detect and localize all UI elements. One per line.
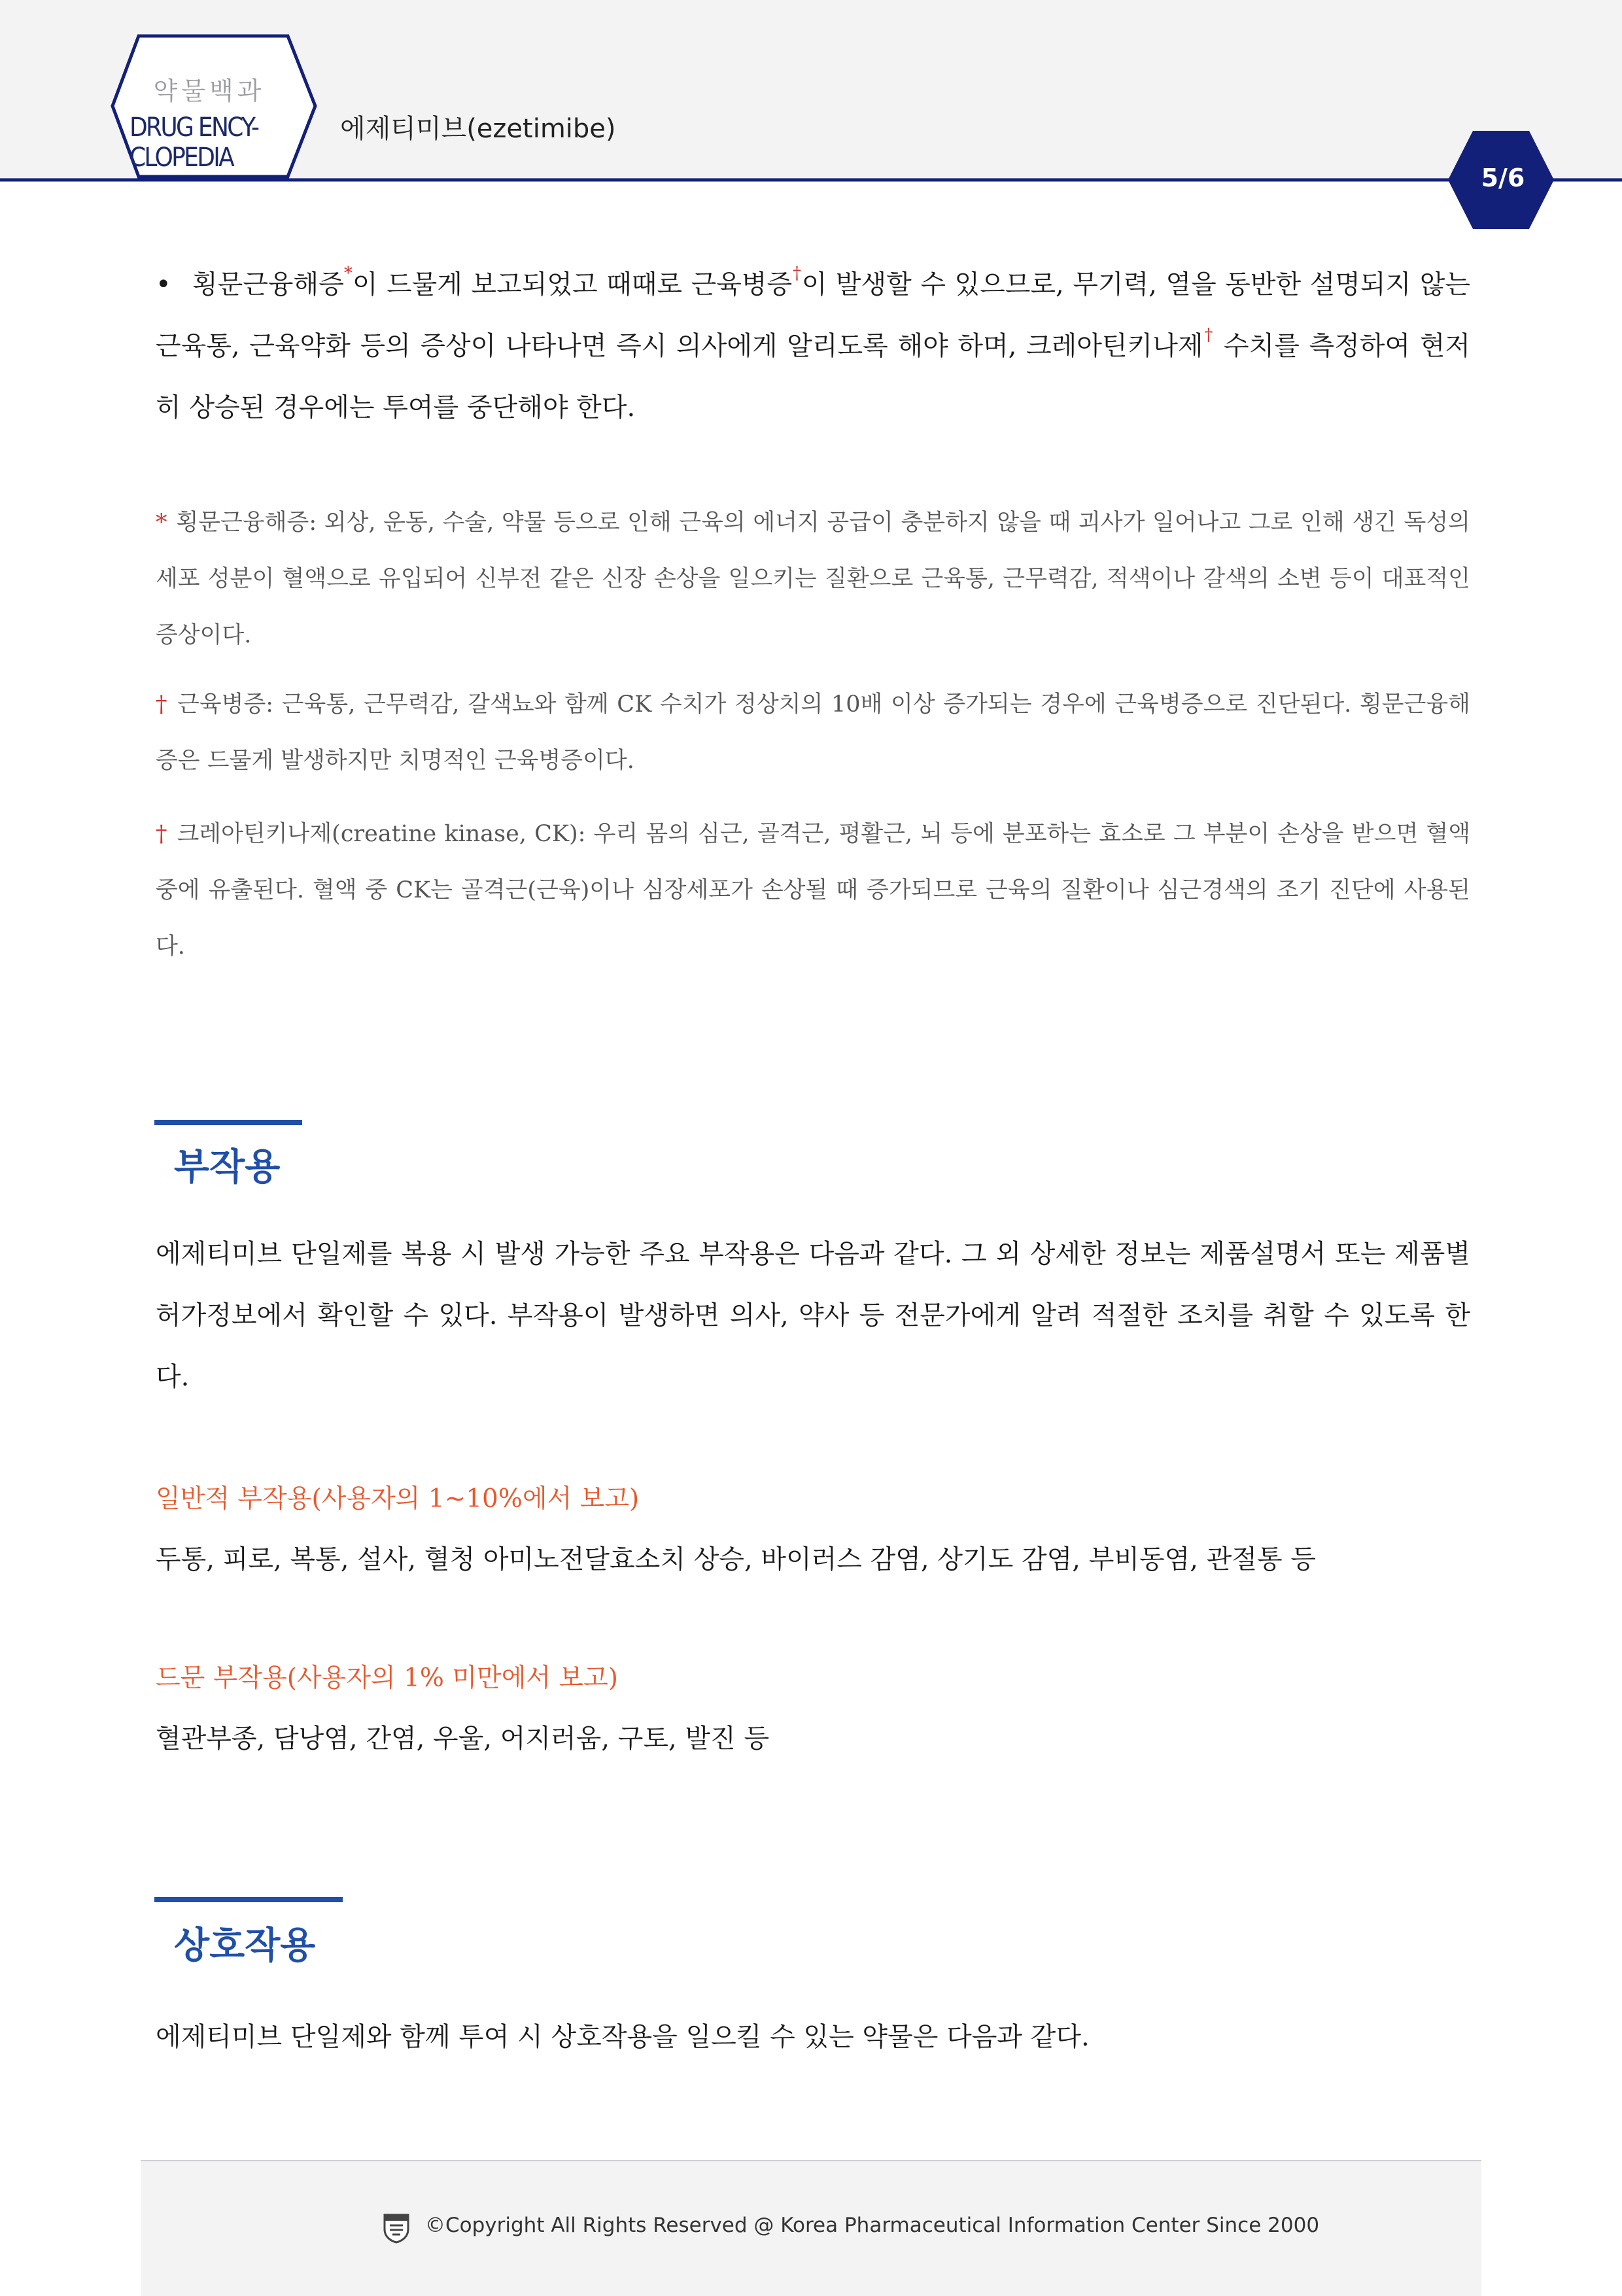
- rare-side-effects-heading: 드문 부작용(사용자의 1% 미만에서 보고): [156, 1663, 618, 1693]
- bullet-dot: •: [156, 270, 171, 300]
- footnote-creatine-kinase: [156, 806, 1470, 975]
- warning-text-1: 횡문근융해증: [192, 270, 344, 300]
- warning-text-3: 이 발생할 수 있으므로, 무기력, 열을 동반한 설명되지 않는 근육통, 근육약화 등의 증상이 나타나면 즉시 의사에게 알리도록 해야 하며, 크레아틴키나제: [156, 270, 1471, 361]
- kpic-emblem-icon: [382, 2212, 411, 2244]
- interactions-intro: 에제티미브 단일제와 함께 투여 시 상호작용을 일으킬 수 있는 약물은 다음과 같다.: [156, 2022, 1090, 2052]
- document-title: 에제티미브(ezetimibe): [340, 114, 616, 144]
- footnote-rhabdomyolysis: [156, 495, 1470, 663]
- warning-paragraph: [156, 254, 1470, 438]
- section-bar-interactions: [154, 1897, 343, 1902]
- footnote-myopathy: [156, 676, 1470, 789]
- logo-english: [129, 113, 283, 173]
- footnote-text: 횡문근융해증: 외상, 운동, 수술, 약물 등으로 인해 근육의 에너지 공급이 충분하지 않을 때 괴사가 일어나고 그로 인해 생긴 독성의 세포 성분이 혈액으로 유입되어 신부전 같은 신장 손상을 일으키는 질환으로 근육통, 근무력감, 적색이나 갈색의 소변 등이 대표적인 증상이다.: [156, 510, 1470, 648]
- section-bar-side-effects: [154, 1120, 302, 1125]
- side-effects-intro: 에제티미브 단일제를 복용 시 발생 가능한 주요 부작용은 다음과 같다. 그 외 상세한 정보는 제품설명서 또는 제품별 허가정보에서 확인할 수 있다. 부작용이 발생하면 의사, 약사 등 전문가에게 알려 적절한 조치를 취할 수 있도록 한다.: [156, 1239, 1470, 1392]
- common-side-effects-heading: 일반적 부작용(사용자의 1~10%에서 보고): [156, 1484, 640, 1514]
- section-title-side-effects: 부작용: [174, 1146, 281, 1189]
- rare-side-effects-list: 혈관부종, 담낭염, 간염, 우울, 어지러움, 구토, 발진 등: [156, 1724, 770, 1754]
- footnote-symbol: *: [156, 510, 167, 536]
- footer-copyright: ©Copyright All Rights Reserved @ Korea Pharmaceutical Information Center Since 2000: [425, 2214, 1320, 2237]
- logo-korean: 약물백과: [153, 77, 266, 105]
- logo-english-line2: CLOPEDIA: [129, 143, 233, 173]
- footnote-text: 근육병증: 근육통, 근무력감, 갈색뇨와 함께 CK 수치가 정상치의 10배 이상 증가되는 경우에 근육병증으로 진단된다. 횡문근융해증은 드물게 발생하지만 치명적인 근육병증이다.: [156, 691, 1470, 774]
- footnote-mark-dagger-2: †: [1203, 325, 1215, 345]
- footnote-mark-asterisk: *: [343, 264, 353, 283]
- footnote-text: 크레아틴키나제(creatine kinase, CK): 우리 몸의 심근, 골격근, 평활근, 뇌 등에 분포하는 효소로 그 부분이 손상을 받으면 혈액 중에 유출된다. 혈액 중 CK는 골격근(근육)이나 심장세포가 손상될 때 증가되므로 근육의 질환이나 심근경색의 조기 진단에 사용된다.: [156, 821, 1471, 960]
- page-indicator: 5/6: [1481, 164, 1525, 192]
- section-title-interactions: 상호작용: [174, 1924, 316, 1967]
- footnote-symbol: †: [156, 821, 168, 847]
- warning-text-4: 수치를 측정하여 현저히 상승된 경우에는 투여를 중단해야 한다.: [156, 331, 1470, 423]
- logo-english-line1: DRUG ENCY-: [129, 113, 258, 143]
- footnote-mark-dagger: †: [792, 264, 802, 283]
- common-side-effects-list: 두통, 피로, 복통, 설사, 혈청 아미노전달효소치 상승, 바이러스 감염, 상기도 감염, 부비동염, 관절통 등: [156, 1544, 1316, 1574]
- warning-text-2: 이 드물게 보고되었고 때때로 근육병증: [352, 270, 793, 300]
- footnote-symbol: †: [156, 691, 169, 718]
